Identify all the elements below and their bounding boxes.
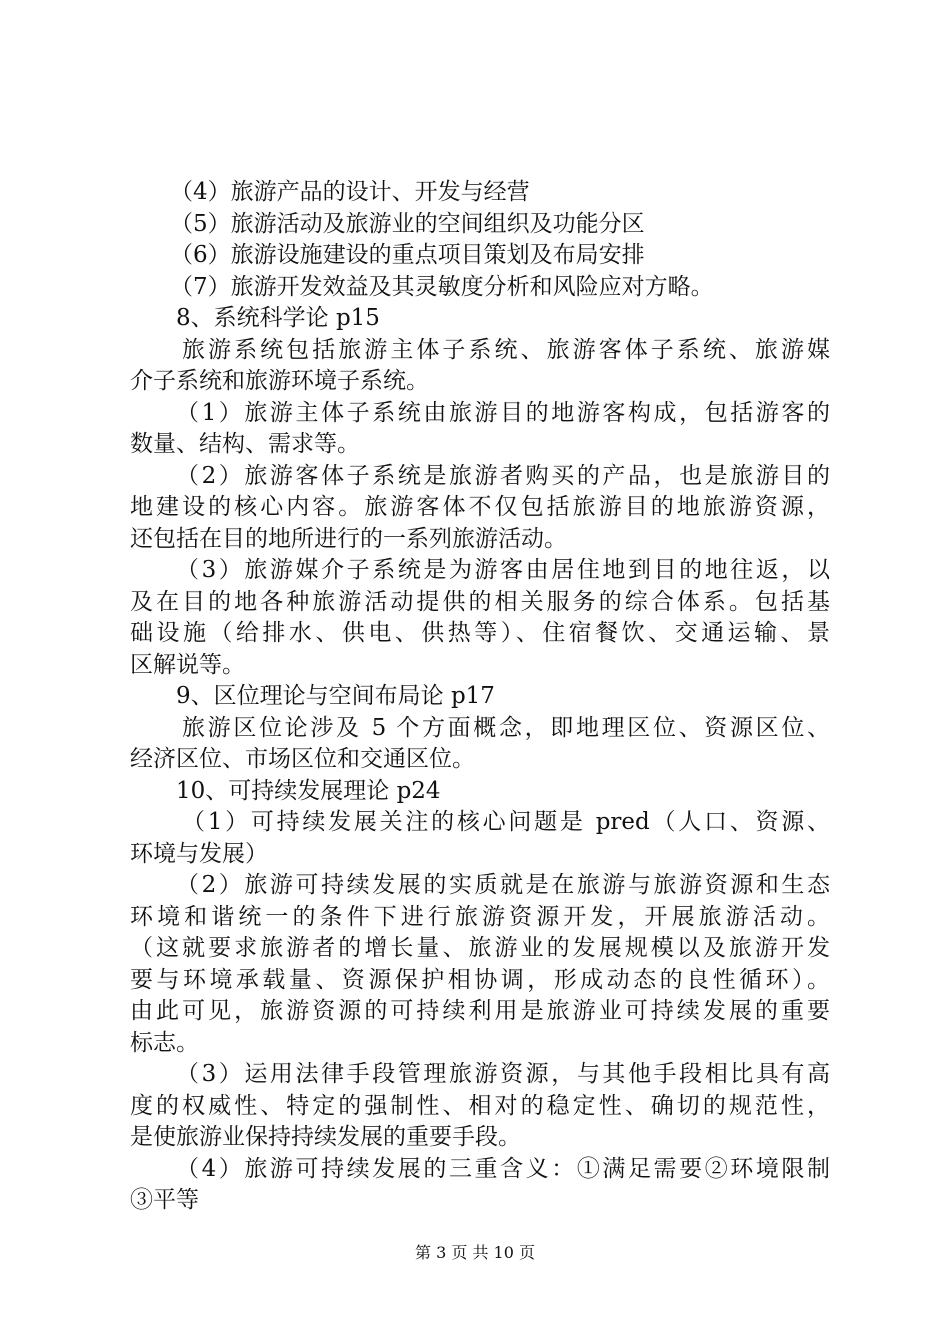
text-line: （这就要求旅游者的增长量、旅游业的发展规模以及旅游开发 xyxy=(130,935,830,961)
text-line: 地建设的核心内容。旅游客体不仅包括旅游目的地旅游资源， xyxy=(130,494,830,520)
text-line: 础设施（给排水、供电、供热等）、住宿餐饮、交通运输、景 xyxy=(130,620,830,646)
text-line: 要与环境承载量、资源保护相协调，形成动态的良性循环）。 xyxy=(130,966,830,993)
document-body xyxy=(130,177,830,1217)
text-line: 度的权威性、特定的强制性、相对的稳定性、确切的规范性， xyxy=(130,1092,830,1119)
text-line: 旅游区位论涉及 5 个方面概念，即地理区位、资源区位、 xyxy=(182,714,830,741)
text-line: 还包括在目的地所进行的一系列旅游活动。 xyxy=(130,525,567,552)
text-line: 数量、结构、需求等。 xyxy=(130,431,360,457)
text-line: ③平等 xyxy=(130,1187,199,1213)
text-line: 及在目的地各种旅游活动提供的相关服务的综合体系。包括基 xyxy=(130,588,830,615)
text-line: （2）旅游可持续发展的实质就是在旅游与旅游资源和生态 xyxy=(176,872,830,898)
text-line: 旅游系统包括旅游主体子系统、旅游客体子系统、旅游媒 xyxy=(182,336,830,363)
text-line: （1）可持续发展关注的核心问题是 pred（人口、资源、 xyxy=(182,809,830,835)
text-line: 环境与发展） xyxy=(130,840,268,867)
text-line: 9、区位理论与空间布局论 p17 xyxy=(176,683,495,709)
text-line: 介子系统和旅游环境子系统。 xyxy=(130,368,429,394)
text-line: （5）旅游活动及旅游业的空间组织及功能分区 xyxy=(170,210,645,237)
text-line: 标志。 xyxy=(130,1029,199,1056)
text-line: 经济区位、市场区位和交通区位。 xyxy=(130,746,475,772)
text-line: 8、系统科学论 p15 xyxy=(176,305,380,331)
text-line: （1）旅游主体子系统由旅游目的地游客构成，包括游客的 xyxy=(176,399,830,426)
text-line: 区解说等。 xyxy=(130,651,245,678)
text-line: 由此可见，旅游资源的可持续利用是旅游业可持续发展的重要 xyxy=(130,998,830,1024)
text-line: （2）旅游客体子系统是旅游者购买的产品，也是旅游目的 xyxy=(176,462,830,489)
text-line: （4）旅游产品的设计、开发与经营 xyxy=(170,179,530,205)
text-line: 是使旅游业保持持续发展的重要手段。 xyxy=(130,1124,521,1150)
text-line: （4）旅游可持续发展的三重含义：①满足需要②环境限制 xyxy=(176,1155,830,1182)
text-line: （3）旅游媒介子系统是为游客由居住地到目的地往返，以 xyxy=(176,557,830,583)
text-line: （7）旅游开发效益及其灵敏度分析和风险应对方略。 xyxy=(170,273,714,300)
text-line: （3）运用法律手段管理旅游资源，与其他手段相比具有高 xyxy=(176,1061,830,1087)
text-line: 10、可持续发展理论 p24 xyxy=(176,777,441,804)
text-line: （6）旅游设施建设的重点项目策划及布局安排 xyxy=(170,242,645,268)
page-footer: 第 3 页 共 10 页 xyxy=(415,1243,535,1262)
text-line: 环境和谐统一的条件下进行旅游资源开发，开展旅游活动。 xyxy=(130,903,830,930)
